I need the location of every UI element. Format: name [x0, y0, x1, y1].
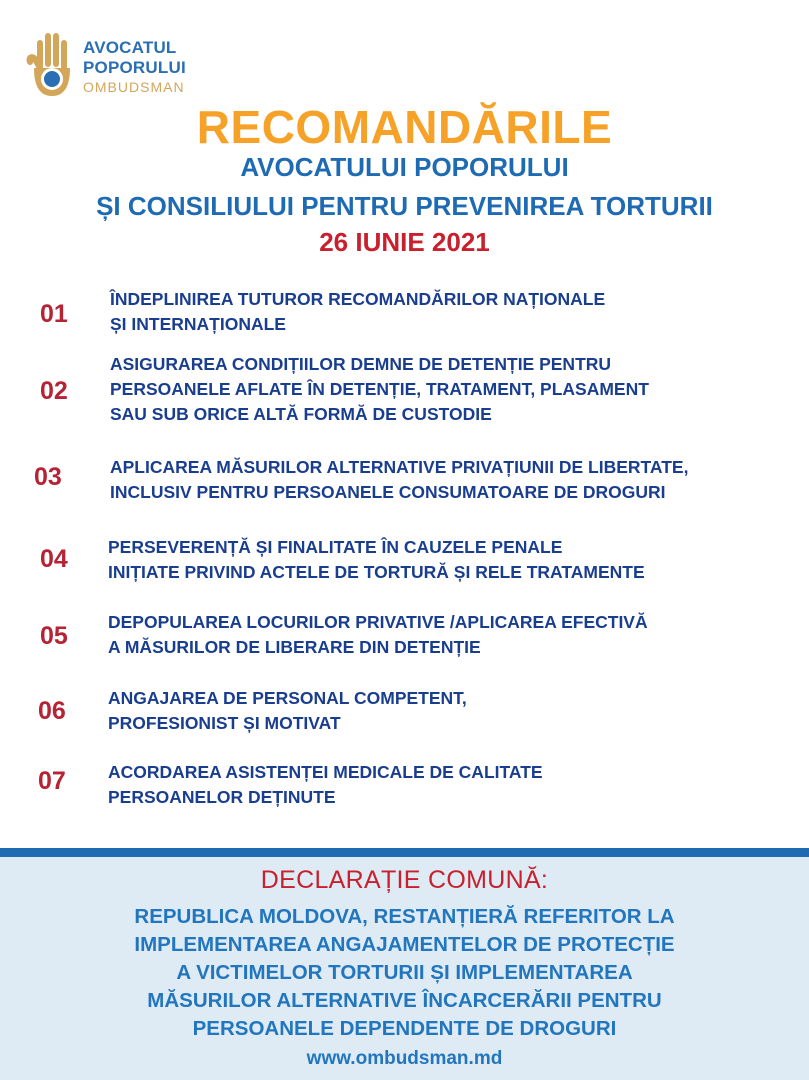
page-title: RECOMANDĂRILE: [196, 101, 613, 153]
declaration-line: REPUBLICA MOLDOVA, RESTANȚIERĂ REFERITOR LA: [134, 905, 675, 928]
declaration-title: DECLARAȚIE COMUNĂ:: [260, 866, 549, 894]
recommendation-line: ACORDAREA ASISTENȚEI MEDICALE DE CALITATE: [108, 762, 543, 782]
declaration-line: IMPLEMENTAREA ANGAJAMENTELOR DE PROTECȚIE: [134, 933, 675, 956]
recommendation-line: INCLUSIV PENTRU PERSOANELE CONSUMATOARE DE DROGURI: [110, 482, 666, 502]
logo-line-2: POPORULUI: [83, 58, 186, 77]
recommendation-line: APLICAREA MĂSURILOR ALTERNATIVE PRIVAȚIUNII DE LIBERTATE,: [110, 457, 689, 477]
recommendation-number: 07: [38, 767, 66, 795]
subtitle-line-1: AVOCATULUI POPORULUI: [240, 152, 569, 182]
declaration-line: A VICTIMELOR TORTURII ȘI IMPLEMENTAREA: [176, 961, 633, 984]
recommendation-line: ASIGURAREA CONDIȚIILOR DEMNE DE DETENȚIE PENTRU: [110, 354, 612, 374]
recommendation-line: DEPOPULAREA LOCURILOR PRIVATIVE /APLICAREA EFECTIVĂ: [108, 612, 648, 632]
recommendation-line: ȘI INTERNAȚIONALE: [110, 314, 286, 334]
recommendation-number: 02: [40, 377, 68, 405]
declaration-body: [0, 903, 809, 1043]
declaration-line: PERSOANELE DEPENDENTE DE DROGURI: [192, 1017, 617, 1040]
recommendation-line: PERSEVERENȚĂ ȘI FINALITATE ÎN CAUZELE PENALE: [108, 537, 563, 557]
recommendation-line: INIȚIATE PRIVIND ACTELE DE TORTURĂ ȘI RELE TRATAMENTE: [108, 562, 645, 582]
recommendation-number: 05: [40, 622, 68, 650]
recommendation-line: PROFESIONIST ȘI MOTIVAT: [108, 713, 341, 733]
recommendation-number: 06: [38, 697, 66, 725]
recommendation-text: [108, 686, 467, 736]
subtitle-line-2: ȘI CONSILIULUI PENTRU PREVENIREA TORTURII: [96, 191, 713, 221]
logo-line-3: OMBUDSMAN: [83, 79, 185, 95]
website-link[interactable]: www.ombudsman.md: [306, 1048, 503, 1069]
declaration-line: MĂSURILOR ALTERNATIVE ÎNCARCERĂRII PENTRU: [147, 989, 662, 1012]
recommendation-line: ÎNDEPLINIREA TUTUROR RECOMANDĂRILOR NAȚIONALE: [110, 289, 606, 309]
recommendation-text: [110, 287, 605, 337]
recommendation-text: [110, 352, 649, 427]
logo-line-1: AVOCATUL: [83, 38, 177, 57]
recommendation-text: [108, 610, 648, 660]
date: 26 IUNIE 2021: [319, 227, 490, 257]
recommendation-text: [108, 760, 543, 810]
recommendation-line: PERSOANELE AFLATE ÎN DETENȚIE, TRATAMENT, PLASAMENT: [110, 379, 649, 399]
recommendation-line: ANGAJAREA DE PERSONAL COMPETENT,: [108, 688, 467, 708]
logo: [26, 30, 226, 102]
hand-eye-icon: [26, 30, 78, 100]
recommendation-number: 04: [40, 545, 68, 573]
recommendation-line: A MĂSURILOR DE LIBERARE DIN DETENȚIE: [108, 637, 481, 657]
divider: [0, 848, 809, 857]
recommendation-text: [108, 535, 645, 585]
recommendation-number: 03: [34, 463, 62, 491]
recommendation-text: [110, 455, 688, 505]
recommendation-number: 01: [40, 300, 68, 328]
recommendation-line: SAU SUB ORICE ALTĂ FORMĂ DE CUSTODIE: [110, 404, 492, 424]
recommendation-line: PERSOANELOR DEȚINUTE: [108, 787, 336, 807]
